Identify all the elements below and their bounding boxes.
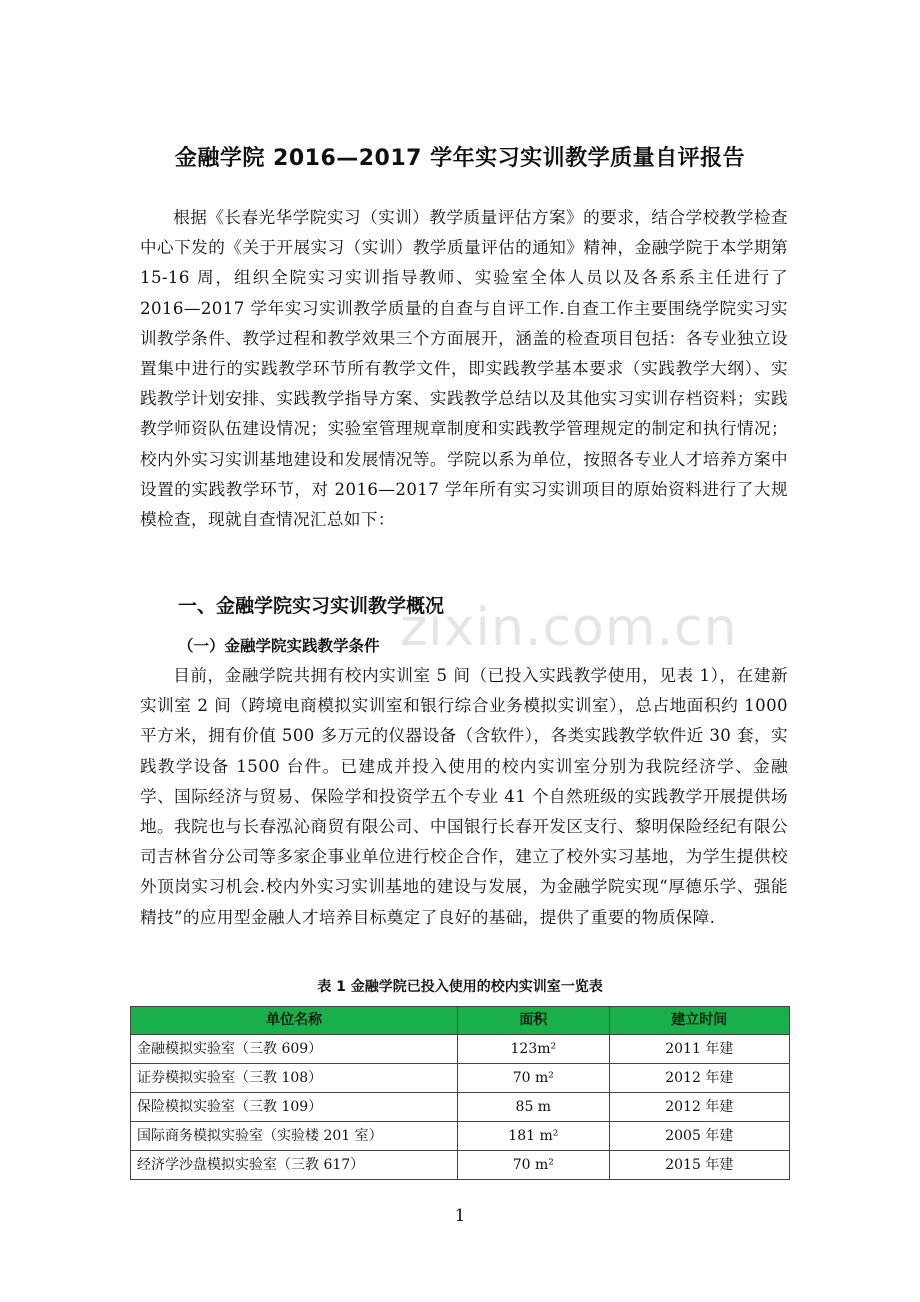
conditions-paragraph: 目前，金融学院共拥有校内实训室 5 间（已投入实践教学使用，见表 1），在建新实训室 2 间（跨境电商模拟实训室和银行综合业务模拟实训室），总占地面积约 1000 平方米，拥有价值 500 多万元的仪器设备（含软件），各类实践教学软件近 30 套，实践教学设备 1500 台件。已建成并投入使用的校内实训室分别为我院经济学、金融学、国际经济与贸易、保险学和投资学五个专业 41 个自然班级的实践教学开展提供场地。我院也与长春泓沁商贸有限公司、中国银行长春开发区支行、黎明保险经纪有限公司吉林省分公司等多家企事业单位进行校企合作，建立了校外实习基地，为学生提供校外顶岗实习机会.校内外实习实训基地的建设与发展，为金融学院实现“厚德乐学、强能精技”的应用型金融人才培养目标奠定了良好的基础，提供了重要的物质保障. [140,666,788,927]
document-title: 金融学院 2016—2017 学年实习实训教学质量自评报告 [174,146,746,171]
table-cell-name: 证券模拟实验室（三教 108） [131,1064,458,1093]
table-row [131,1064,790,1093]
subsection-heading-1-1: （一）金融学院实践教学条件 [178,637,380,655]
table-row [131,1035,790,1064]
table-cell-name: 国际商务模拟实验室（实验楼 201 室） [131,1122,458,1151]
table-cell-area: 70 m² [458,1064,610,1093]
table-header-cell: 单位名称 [131,1007,458,1035]
table-cell-year: 2011 年建 [609,1035,789,1064]
table-row [131,1122,790,1151]
table-cell-year: 2005 年建 [609,1122,789,1151]
table-cell-area: 70 m² [458,1151,610,1180]
section-heading-1: 一、金融学院实习实训教学概况 [178,595,445,617]
table-caption: 表 1 金融学院已投入使用的校内实训室一览表 [317,979,603,995]
intro-paragraph: 根据《长春光华学院实习（实训）教学质量评估方案》的要求，结合学校教学检查中心下发的《关于开展实习（实训）教学质量评估的通知》精神，金融学院于本学期第 15-16 周，组织全院实习实训指导教师、实验室全体人员以及各系系主任进行了 2016—2017 学年实习实训教学质量的自查与自评工作.自查工作主要围绕学院实习实训教学条件、教学过程和教学效果三个方面展开，涵盖的检查项目包括：各专业独立设置集中进行的实践教学环节所有教学文件，即实践教学基本要求（实践教学大纲）、实践教学计划安排、实践教学指导方案、实践教学总结以及其他实习实训存档资料；实践教学师资队伍建设情况；实验室管理规章制度和实践教学管理规定的制定和执行情况；校内外实习实训基地建设和发展情况等。学院以系为单位，按照各专业人才培养方案中设置的实践教学环节，对 2016—2017 学年所有实习实训项目的原始资料进行了大规模检查，现就自查情况汇总如下： [140,208,788,530]
table-header-cell: 面积 [458,1007,610,1035]
table-cell-year: 2015 年建 [609,1151,789,1180]
table-row [131,1151,790,1180]
table-cell-name: 保险模拟实验室（三教 109） [131,1093,458,1122]
table-cell-name: 金融模拟实验室（三教 609） [131,1035,458,1064]
table-cell-area: 181 m² [458,1122,610,1151]
watermark: zixin.com.cn [400,598,738,658]
table-cell-area: 85 m [458,1093,610,1122]
table-cell-year: 2012 年建 [609,1064,789,1093]
table-cell-name: 经济学沙盘模拟实验室（三教 617） [131,1151,458,1180]
table-row [131,1093,790,1122]
page-number: 1 [454,1206,466,1226]
table-header-row [131,1007,790,1035]
table-header-cell: 建立时间 [609,1007,789,1035]
table-cell-area: 123m² [458,1035,610,1064]
labs-table [130,1006,790,1180]
table-cell-year: 2012 年建 [609,1093,789,1122]
